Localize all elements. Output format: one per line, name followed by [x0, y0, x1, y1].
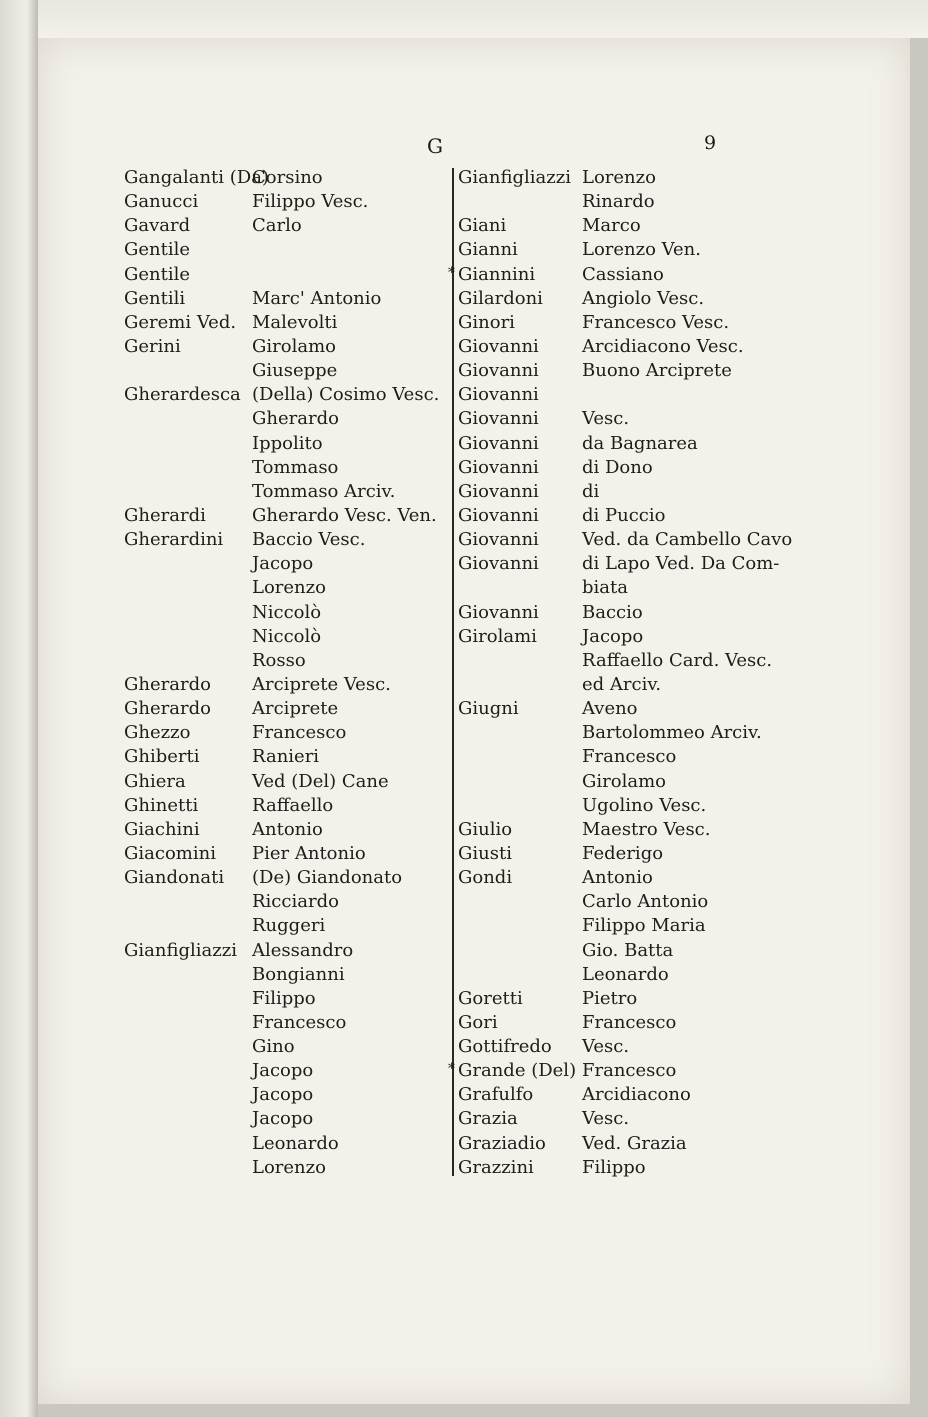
entry-surname: Gentile	[124, 263, 191, 285]
entry-surname: Giovanni	[458, 432, 539, 454]
entry-given-name: Jacopo	[252, 1108, 314, 1130]
register-entry	[458, 963, 788, 987]
entry-given-name: Ugolino Vesc.	[582, 794, 707, 816]
entry-given-name: Raffaello Card. Vesc.	[582, 649, 773, 671]
entry-given-name: Arciprete Vesc.	[252, 673, 391, 695]
register-entry	[124, 890, 446, 914]
entry-surname: Gavard	[124, 215, 191, 237]
entry-given-name: Malevolti	[252, 311, 338, 333]
entry-surname: Gottifredo	[458, 1036, 552, 1058]
entry-given-name: Maestro Vesc.	[582, 818, 711, 840]
book-gutter	[0, 0, 38, 1417]
entry-given-name: Ippolito	[252, 432, 323, 454]
entry-given-name: Gherardo Vesc. Ven.	[252, 504, 437, 526]
right-column	[448, 166, 793, 1180]
entry-given-name: Rosso	[252, 649, 306, 671]
entry-given-name: Girolamo	[252, 335, 336, 357]
entry-given-name: Gio. Batta	[582, 939, 674, 961]
register-entry	[124, 263, 446, 287]
register-entry	[124, 432, 446, 456]
register-entry	[458, 504, 788, 528]
asterisk-mark: *	[448, 264, 455, 281]
register-entry	[458, 528, 793, 552]
entry-given-name: Bartolommeo Arciv.	[582, 722, 762, 744]
entry-surname: Gondi	[458, 867, 513, 889]
register-entry	[458, 745, 788, 769]
entry-given-name: Jacopo	[252, 1084, 314, 1106]
entry-surname: Ghinetti	[124, 794, 199, 816]
entry-given-name: Vesc.	[582, 408, 630, 430]
entry-given-name: Corsino	[252, 167, 323, 188]
entry-given-name: Francesco Vesc.	[582, 311, 730, 333]
register-entry	[124, 528, 446, 552]
entry-surname: Giovanni	[458, 529, 539, 551]
entry-surname: Gilardoni	[458, 287, 543, 309]
register-entry	[124, 745, 446, 769]
entry-given-name: Filippo	[582, 1156, 646, 1178]
entry-given-name: Aveno	[582, 698, 638, 720]
register-entry	[458, 311, 788, 335]
entry-given-name: da Bagnarea	[582, 432, 698, 454]
register-entry	[458, 480, 788, 504]
entry-surname: Gherardi	[124, 504, 206, 526]
entry-given-name: Ved. Grazia	[582, 1132, 687, 1154]
entry-given-name: Francesco	[252, 1011, 347, 1033]
register-entry	[124, 1107, 446, 1131]
entry-surname: Gherardo	[124, 673, 211, 695]
register-entry	[458, 1083, 788, 1107]
register-entry	[124, 238, 446, 262]
entry-surname: Giachini	[124, 818, 200, 840]
entry-surname: Ganucci	[124, 191, 199, 213]
entry-surname: Grafulfo	[458, 1084, 534, 1106]
register-entry	[458, 939, 788, 963]
entry-surname: Giovanni	[458, 335, 539, 357]
entry-surname: Gentile	[124, 239, 191, 261]
entry-surname: Gori	[458, 1011, 498, 1033]
entry-given-name: Arciprete	[252, 698, 339, 720]
entry-given-name: Baccio	[582, 601, 643, 623]
entry-given-name: Filippo Maria	[582, 915, 706, 937]
entry-given-name: Jacopo	[252, 553, 314, 575]
register-entry	[458, 649, 788, 673]
section-letter: G	[427, 134, 443, 158]
entry-given-name: Rinardo	[582, 191, 655, 213]
entry-given-name: Leonardo	[252, 1132, 339, 1154]
entry-given-name: Marc' Antonio	[252, 287, 382, 309]
register-entry	[458, 818, 788, 842]
register-entry	[458, 601, 788, 625]
entry-surname: Ghiberti	[124, 746, 200, 768]
entry-surname: Giani	[458, 215, 507, 237]
entry-given-name: Marco	[582, 215, 641, 237]
register-entry	[124, 625, 446, 649]
entry-given-name: Arcidiacono	[582, 1084, 691, 1106]
register-entry	[458, 770, 788, 794]
entry-given-name: Lorenzo	[252, 1156, 326, 1178]
register-entry	[458, 238, 788, 262]
register-entry	[458, 842, 788, 866]
register-entry	[458, 1035, 788, 1059]
register-entry	[124, 576, 446, 600]
register-entry	[458, 1156, 788, 1180]
register-entry	[458, 456, 788, 480]
entry-given-name: Pietro	[582, 987, 638, 1009]
register-entry	[124, 480, 446, 504]
entry-surname: Giovanni	[458, 480, 539, 502]
entry-given-name: Ved (Del) Cane	[252, 770, 389, 792]
register-entry	[124, 770, 446, 794]
column-divider	[452, 168, 454, 1176]
register-entry	[458, 576, 788, 600]
register-entry	[458, 359, 788, 383]
register-entry	[124, 214, 446, 238]
entry-given-name: Tommaso Arciv.	[252, 480, 396, 502]
entry-surname: Geremi Ved.	[124, 311, 237, 333]
entry-given-name: Girolamo	[582, 770, 666, 792]
register-entry	[458, 214, 788, 238]
register-entry	[124, 794, 446, 818]
entry-given-name: di Lapo Ved. Da Com-	[582, 553, 780, 575]
entry-given-name: Lorenzo	[252, 577, 326, 599]
register-entry	[458, 1011, 788, 1035]
entry-given-name: Carlo	[252, 215, 302, 237]
entry-given-name: Baccio Vesc.	[252, 529, 366, 551]
register-entry	[458, 866, 788, 890]
entry-given-name: Lorenzo Ven.	[582, 239, 701, 261]
register-entry	[124, 601, 446, 625]
entry-given-name: Ved. da Cambello Cavo	[582, 529, 793, 551]
entry-given-name: Jacopo	[252, 1060, 314, 1082]
register-entry	[458, 383, 788, 407]
entry-surname: Giulio	[458, 818, 513, 840]
register-entry	[458, 890, 788, 914]
entry-given-name: Arcidiacono Vesc.	[582, 335, 744, 357]
entry-surname: Giacomini	[124, 842, 216, 864]
register-entry	[124, 1059, 446, 1083]
entry-given-name: Antonio	[582, 867, 653, 889]
register-entry	[124, 1011, 446, 1035]
entry-surname: Graziadio	[458, 1132, 546, 1154]
entry-surname: Grazzini	[458, 1156, 534, 1178]
entry-given-name: Buono Arciprete	[582, 360, 732, 382]
entry-surname: Ghezzo	[124, 722, 191, 744]
register-entry	[458, 673, 788, 697]
entry-given-name: di Dono	[582, 456, 653, 478]
register-entry	[124, 1132, 446, 1156]
register-entry	[458, 287, 788, 311]
entry-surname: Giannini	[458, 263, 536, 285]
entry-surname: Giandonati	[124, 867, 225, 889]
entry-given-name: Bongianni	[252, 963, 345, 985]
register-entry	[448, 1059, 788, 1083]
register-entry	[124, 1035, 446, 1059]
entry-given-name: Niccolò	[252, 601, 322, 623]
entry-given-name: Ranieri	[252, 746, 320, 768]
entry-given-name: Angiolo Vesc.	[582, 287, 705, 309]
entry-surname: Gianni	[458, 239, 518, 261]
entry-given-name: Tommaso	[252, 456, 339, 478]
entry-surname: Ghiera	[124, 770, 186, 792]
register-entry	[124, 383, 446, 407]
register-entry	[458, 190, 788, 214]
entry-given-name: Alessandro	[252, 939, 354, 961]
register-entry	[458, 1132, 788, 1156]
register-entry	[124, 166, 446, 190]
register-entry	[124, 987, 446, 1011]
entry-given-name: Leonardo	[582, 963, 669, 985]
register-entry	[458, 1107, 788, 1131]
entry-given-name: Vesc.	[582, 1036, 630, 1058]
entry-surname: Giovanni	[458, 553, 539, 575]
register-entry	[124, 649, 446, 673]
register-entry	[458, 407, 788, 431]
register-entry	[124, 673, 446, 697]
register-entry	[458, 552, 788, 576]
entry-given-name: Lorenzo	[582, 167, 656, 188]
entry-given-name: Gherardo	[252, 408, 339, 430]
entry-given-name: (Della) Cosimo Vesc.	[252, 384, 440, 406]
entry-surname: Giovanni	[458, 601, 539, 623]
register-entry	[124, 866, 446, 890]
page-header	[0, 134, 928, 164]
left-column	[124, 166, 446, 1180]
entry-surname: Gianfigliazzi	[124, 939, 237, 961]
page-top-edge	[38, 0, 928, 38]
register-entry	[124, 697, 446, 721]
register-entry	[124, 190, 446, 214]
entry-surname: Giovanni	[458, 504, 539, 526]
entry-given-name: Vesc.	[582, 1108, 630, 1130]
register-entry	[458, 166, 788, 190]
entry-given-name: Antonio	[252, 818, 323, 840]
register-entry	[124, 818, 446, 842]
entry-given-name: Giuseppe	[252, 360, 338, 382]
entry-surname: Gherardesca	[124, 384, 241, 406]
entry-surname: Gerini	[124, 335, 181, 357]
entry-given-name: Ruggeri	[252, 915, 326, 937]
entry-given-name: Raffaello	[252, 794, 334, 816]
entry-surname: Goretti	[458, 987, 523, 1009]
register-entry	[124, 311, 446, 335]
entry-surname: Girolami	[458, 625, 537, 647]
register-entry	[124, 407, 446, 431]
register-entry	[458, 335, 788, 359]
entry-given-name: Francesco	[582, 1011, 677, 1033]
entry-given-name: (De) Giandonato	[252, 867, 403, 889]
register-entry	[124, 963, 446, 987]
register-entry	[124, 1083, 446, 1107]
register-entry	[458, 697, 788, 721]
entry-given-name: Francesco	[252, 722, 347, 744]
entry-surname: Grande (Del)	[458, 1060, 577, 1082]
entry-surname: Giovanni	[458, 456, 539, 478]
entry-given-name: Francesco	[582, 746, 677, 768]
register-entry	[124, 456, 446, 480]
register-entry	[124, 504, 446, 528]
register-entry	[124, 721, 446, 745]
entry-surname: Giusti	[458, 842, 512, 864]
entry-surname: Giugni	[458, 698, 519, 720]
register-entry	[458, 721, 788, 745]
entry-given-name: Jacopo	[582, 625, 644, 647]
register-entry	[124, 359, 446, 383]
entry-surname: Gangalanti (Da)	[124, 167, 269, 188]
entry-surname: Ginori	[458, 311, 515, 333]
entry-given-name: Francesco	[582, 1060, 677, 1082]
entry-given-name: Federigo	[582, 842, 664, 864]
entry-surname: Gentili	[124, 287, 186, 309]
entry-surname: Giovanni	[458, 408, 539, 430]
register-entry	[124, 335, 446, 359]
register-entry	[124, 287, 446, 311]
entry-surname: Giovanni	[458, 384, 539, 406]
entry-surname: Gianfigliazzi	[458, 167, 571, 188]
entry-given-name: Pier Antonio	[252, 842, 366, 864]
entry-surname: Gherardo	[124, 698, 211, 720]
entry-given-name: Filippo Vesc.	[252, 191, 369, 213]
entry-given-name: Gino	[252, 1036, 295, 1058]
register-entry	[458, 794, 788, 818]
entry-given-name: Ricciardo	[252, 891, 339, 913]
entry-given-name: Filippo	[252, 987, 316, 1009]
register-entry	[458, 914, 788, 938]
entry-given-name: ed Arciv.	[582, 673, 662, 695]
register-entry	[458, 987, 788, 1011]
entry-given-name: di Puccio	[582, 504, 666, 526]
entry-given-name: di	[582, 480, 600, 502]
entry-surname: Giovanni	[458, 360, 539, 382]
entry-given-name: Niccolò	[252, 625, 322, 647]
asterisk-mark: *	[448, 1061, 455, 1078]
register-entry	[124, 1156, 446, 1180]
register-entry	[458, 432, 788, 456]
entry-surname: Grazia	[458, 1108, 518, 1130]
entry-given-name: Carlo Antonio	[582, 891, 709, 913]
register-entry	[124, 842, 446, 866]
page-number: 9	[704, 132, 717, 154]
entry-given-name: Cassiano	[582, 263, 664, 285]
register-entry	[124, 552, 446, 576]
register-entry	[124, 914, 446, 938]
register-entry	[458, 625, 788, 649]
entry-given-name: biata	[582, 577, 628, 599]
register-entry	[124, 939, 446, 963]
entry-surname: Gherardini	[124, 529, 224, 551]
register-entry	[448, 263, 788, 287]
